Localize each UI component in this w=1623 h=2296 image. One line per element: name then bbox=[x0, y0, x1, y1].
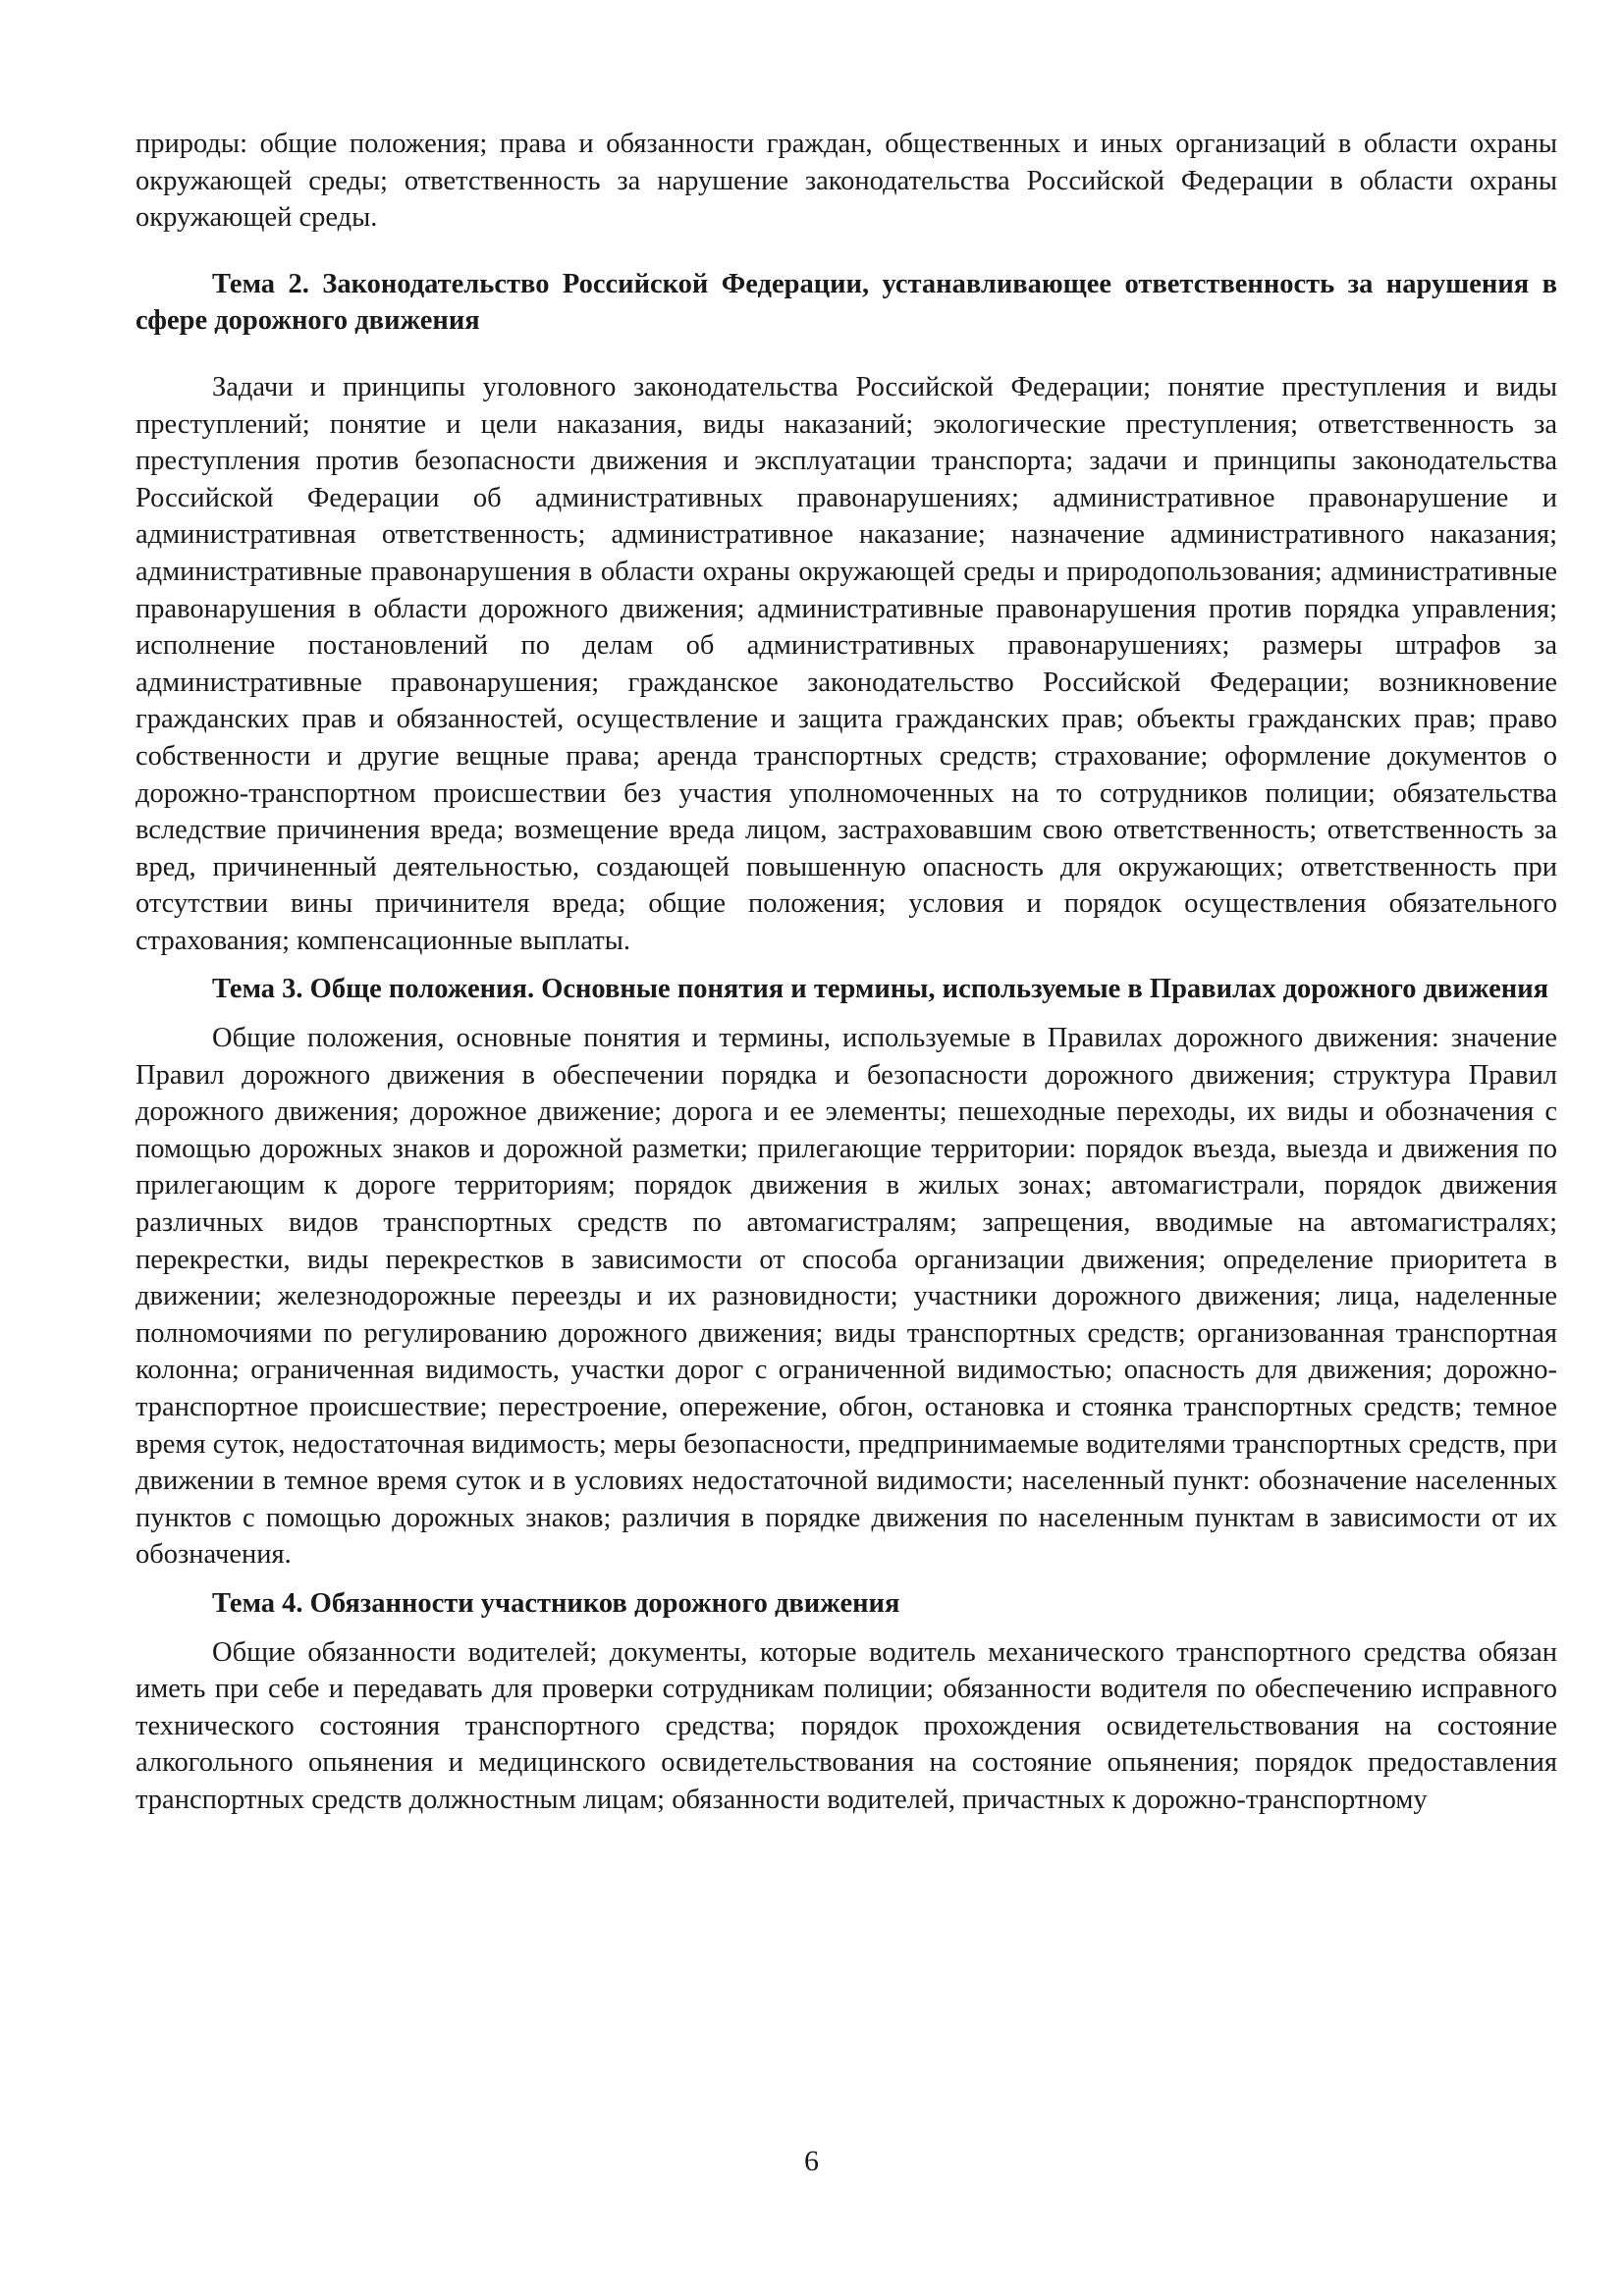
page-number: 6 bbox=[804, 2145, 819, 2177]
intro-paragraph: природы: общие положения; права и обязанности граждан, общественных и иных организаций в области охраны окружающей среды; ответственность за нарушение законодательства Российской Федерации в области охраны окружающей среды. bbox=[135, 129, 1557, 234]
topic-2-body: Задачи и принципы уголовного законодательства Российской Федерации; понятие преступления и виды преступлений; понятие и цели наказания, виды наказаний; экологические преступления; ответственность за преступления против безопасности движения и эксплуатации транспорта; задачи и принципы законодательства Российской Федерации об административных правонарушениях; административное правонарушение и административная ответственность; административное наказание; назначение административного наказания; административные правонарушения в области охраны окружающей среды и природопользования; административные правонарушения в области дорожного движения; административные правонарушения против порядка управления; исполнение постановлений по делам об административных правонарушениях; размеры штрафов за административные правонарушения; гражданское законодательство Российской Федерации; возникновение гражданских прав и обязанностей, осуществление и защита гражданских прав; объекты гражданских прав; право собственности и другие вещные права; аренда транспортных средств; страхование; оформление документов о дорожно-транспортном происшествии без участия уполномоченных на то сотрудников полиции; обязательства вследствие причинения вреда; возмещение вреда лицом, застраховавшим свою ответственность; ответственность за вред, причиненный деятельностью, создающей повышенную опасность для окружающих; ответственность при отсутствии вины причинителя вреда; общие положения; условия и порядок осуществления обязательного страхования; компенсационные выплаты. bbox=[135, 371, 1557, 956]
topic-3-heading: Тема 3. Обще положения. Основные понятия и термины, используемые в Правилах дорожного движения bbox=[212, 974, 1549, 1005]
topic-4-heading: Тема 4. Обязанности участников дорожного движения bbox=[212, 1587, 900, 1619]
topic-4-body: Общие обязанности водителей; документы, которые водитель механического транспортного средства обязан иметь при себе и передавать для проверки сотрудникам полиции; обязанности водителя по обеспечению исправного технического состояния транспортного средства; порядок прохождения освидетельствования на состояние алкогольного опьянения и медицинского освидетельствования на состояние опьянения; порядок предоставления транспортных средств должностным лицам; обязанности водителей, причастных к дорожно-транспортному bbox=[135, 1636, 1557, 1815]
topic-2-heading: Тема 2. Законодательство Российской Федерации, устанавливающее ответственность за нарушения в сфере дорожного движения bbox=[135, 268, 1557, 337]
document-page bbox=[135, 126, 1557, 1819]
topic-3-body: Общие положения, основные понятия и термины, используемые в Правилах дорожного движения: значение Правил дорожного движения в обеспечении порядка и безопасности дорожного движения; структура Правил дорожного движения; дорожное движение; дорога и ее элементы; пешеходные переходы, их виды и обозначения с помощью дорожных знаков и дорожной разметки; прилегающие территории: порядок въезда, выезда и движения по прилегающим к дороге территориям; порядок движения в жилых зонах; автомагистрали, порядок движения различных видов транспортных средств по автомагистралям; запрещения, вводимые на автомагистралях; перекрестки, виды перекрестков в зависимости от способа организации движения; определение приоритета в движении; железнодорожные переезды и их разновидности; участники дорожного движения; лица, наделенные полномочиями по регулированию дорожного движения; виды транспортных средств; организованная транспортная колонна; ограниченная видимость, участки дорог с ограниченной видимостью; опасность для движения; дорожно-транспортное происшествие; перестроение, опережение, обгон, остановка и стоянка транспортных средств; темное время суток, недостаточная видимость; меры безопасности, предпринимаемые водителями транспортных средств, при движении в темное время суток и в условиях недостаточной видимости; населенный пункт: обозначение населенных пунктов с помощью дорожных знаков; различия в порядке движения по населенным пунктам в зависимости от их обозначения. bbox=[135, 1023, 1557, 1571]
